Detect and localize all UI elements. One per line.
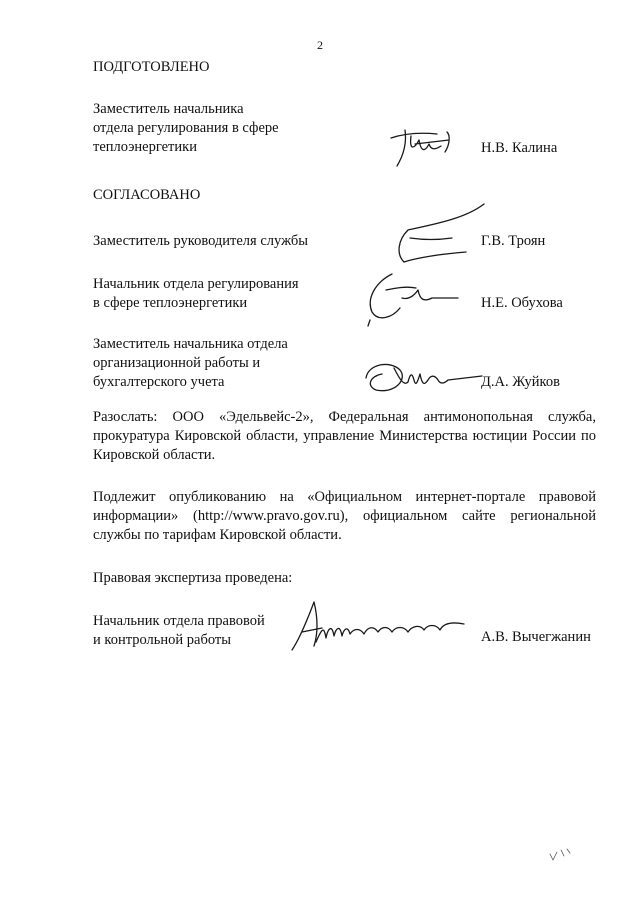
legal-review-signer-name: А.В. Вычегжанин [481, 629, 591, 645]
agreed-signer-1-position: Заместитель руководителя службы [93, 233, 309, 249]
page-number: 2 [317, 38, 323, 52]
signature-vychegzhanin [288, 598, 468, 654]
agreed-signer-2-position: Начальник отдела регулирования в сфере теплоэнергетики [93, 276, 299, 311]
agreed-signer-2-name: Н.Е. Обухова [481, 295, 563, 311]
publication-paragraph: Подлежит опубликованию на «Официальном интернет-портале правовой информации» (http://www.pravo.gov.ru), официальном сайте региональной службы по тарифам Кировской области. [93, 489, 596, 543]
agreed-signer-3-name: Д.А. Жуйков [481, 374, 560, 390]
signature-troyan [380, 200, 490, 270]
prepared-signer-name: Н.В. Калина [481, 140, 558, 156]
legal-review-signer-position: Начальник отдела правовой и контрольной работы [93, 613, 265, 648]
legal-review-statement: Правовая экспертиза проведена: [93, 570, 293, 586]
signature-zhuikov [360, 358, 485, 398]
distribution-paragraph: Разослать: ООО «Эдельвейс-2», Федеральная антимонопольная служба, прокуратура Кировской области, управление Министерства юстиции России по Кировской области. [93, 409, 596, 463]
prepared-signer-position: Заместитель начальника отдела регулирования в сфере теплоэнергетики [93, 101, 279, 155]
agreed-signer-3-position: Заместитель начальника отдела организационной работы и бухгалтерского учета [93, 336, 288, 390]
signature-obukhova [362, 268, 462, 328]
agreed-heading: СОГЛАСОВАНО [93, 187, 201, 203]
agreed-signer-1-name: Г.В. Троян [481, 233, 546, 249]
signature-kalina [385, 122, 475, 172]
stray-mark [548, 846, 572, 864]
prepared-heading: ПОДГОТОВЛЕНО [93, 59, 210, 75]
